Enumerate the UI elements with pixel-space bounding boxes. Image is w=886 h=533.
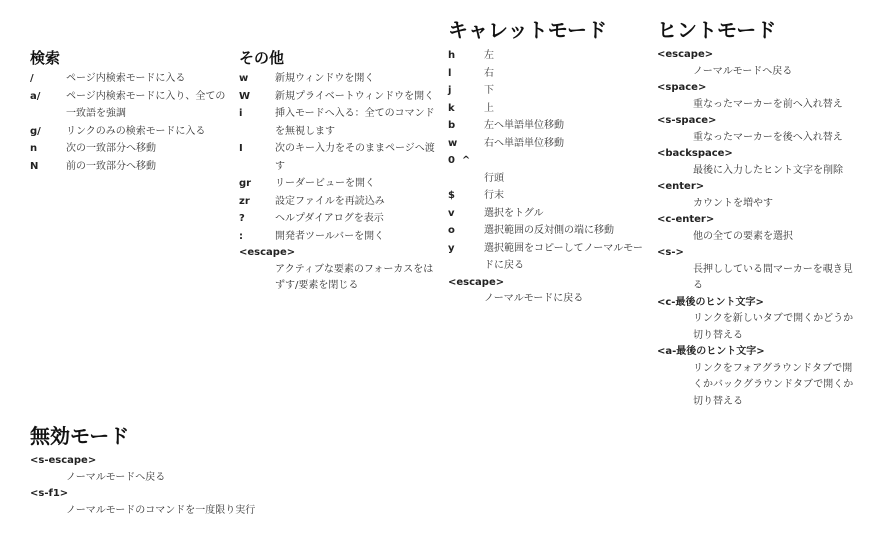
shortcut-desc: ノーマルモードへ戻る [693, 65, 793, 77]
hint-entry [657, 344, 857, 410]
hint-entry [657, 47, 857, 80]
hint-section-title: ヒントモード [657, 18, 777, 42]
shortcut-row [30, 88, 230, 123]
other-section-title: その他 [239, 49, 285, 67]
caret-section-title: キャレットモード [448, 18, 607, 42]
shortcut-row [448, 117, 646, 135]
shortcut-desc: 左へ単語単位移動 [484, 120, 564, 131]
shortcut-row [448, 187, 646, 205]
shortcut-desc: リンクをフォアグラウンドタブで開くかバックグラウンドタブで開くか切り替える [693, 362, 854, 407]
shortcut-row [30, 140, 230, 158]
shortcut-desc: 選択範囲をコピーしてノーマルモードに戻る [484, 242, 643, 271]
shortcut-key: o [448, 225, 455, 236]
shortcut-key: l [448, 67, 452, 79]
hint-entry [657, 179, 857, 212]
shortcut-key: <escape> [657, 49, 714, 60]
shortcut-key: N [30, 160, 39, 172]
shortcut-key: <s-space> [657, 115, 717, 126]
shortcut-key: y [448, 242, 455, 254]
shortcut-desc: 下 [484, 85, 494, 96]
shortcut-row [239, 105, 437, 140]
shortcut-desc: 左 [484, 50, 494, 61]
shortcut-desc: ノーマルモードのコマンドを一度限り実行 [66, 504, 256, 516]
shortcut-row [239, 140, 437, 175]
shortcut-key: I [239, 143, 243, 154]
shortcut-key: W [239, 90, 251, 102]
shortcut-row [448, 152, 646, 170]
shortcut-key: n [30, 143, 38, 154]
shortcut-key: <escape> [239, 247, 296, 258]
shortcut-row [448, 100, 646, 118]
disabled-entry [30, 486, 330, 519]
shortcut-desc: 設定ファイルを再読込み [275, 195, 385, 207]
shortcut-desc: リーダービューを開く [275, 178, 375, 189]
search-section [30, 48, 230, 175]
shortcut-key: 0 ^ [448, 155, 471, 166]
shortcut-desc: ノーマルモードに戻る [484, 293, 584, 304]
shortcut-desc: 前の一致部分へ移動 [66, 160, 156, 172]
shortcut-row [448, 205, 646, 223]
shortcut-key: <c-enter> [657, 214, 715, 225]
shortcut-key: <enter> [657, 181, 705, 192]
shortcut-desc: 選択をトグル [484, 207, 544, 219]
shortcut-row [448, 82, 646, 100]
shortcut-desc: カウントを増やす [693, 197, 773, 209]
shortcut-desc: リンクを新しいタブで開くかどうか切り替える [693, 313, 854, 341]
shortcut-key: <space> [657, 82, 707, 93]
shortcut-key: w [448, 137, 458, 149]
shortcut-row [239, 210, 437, 228]
shortcut-desc: ページ内検索モードに入る [66, 73, 186, 84]
shortcut-row [239, 193, 437, 211]
shortcut-desc: 開発者ツールバーを開く [275, 230, 385, 242]
shortcut-key: $ [448, 190, 455, 201]
shortcut-desc: 新規プライベートウィンドウを開く [275, 90, 435, 102]
shortcut-row [448, 240, 646, 275]
shortcut-desc: 右へ単語単位移動 [484, 137, 564, 149]
shortcut-desc: 選択範囲の反対側の端に移動 [484, 225, 614, 236]
shortcut-desc: ノーマルモードへ戻る [66, 471, 166, 483]
shortcut-row [448, 222, 646, 240]
shortcut-desc: 最後に入力したヒント文字を削除 [693, 164, 843, 176]
shortcut-desc: 長押ししている間マーカーを覗き見る [693, 263, 853, 291]
shortcut-desc: リンクのみの検索モードに入る [66, 125, 206, 137]
shortcut-key: v [448, 207, 455, 219]
shortcut-desc: 行頭 [484, 172, 504, 184]
shortcut-key: / [30, 73, 34, 84]
hint-section [657, 17, 857, 410]
shortcut-key: w [239, 73, 249, 84]
shortcut-key: <s-f1> [30, 488, 69, 499]
other-section [239, 48, 437, 295]
shortcut-key: : [239, 230, 243, 242]
shortcut-desc: 次のキー入力をそのままページへ渡す [275, 143, 435, 172]
shortcut-desc: 重なったマーカーを後へ入れ替え [693, 131, 843, 143]
shortcut-key: <escape> [448, 276, 505, 288]
hint-entry [657, 80, 857, 113]
shortcut-row [448, 65, 646, 83]
shortcut-key: ? [239, 213, 245, 224]
shortcut-row [448, 170, 646, 188]
hint-entry [657, 295, 857, 345]
shortcut-key: <c-最後のヒント文字> [657, 296, 764, 308]
shortcut-key: i [239, 108, 243, 119]
shortcut-desc: ページ内検索モードに入り、全ての一致語を強調 [66, 90, 226, 119]
shortcut-row [30, 123, 230, 141]
shortcut-desc: 上 [484, 102, 494, 114]
hint-entry [657, 245, 857, 295]
shortcut-desc: 行末 [484, 190, 504, 201]
hint-entry [657, 212, 857, 245]
shortcut-row [30, 158, 230, 176]
disabled-entry [30, 453, 330, 486]
shortcut-key: <backspace> [657, 148, 733, 159]
hint-entry [657, 113, 857, 146]
disabled-section-title: 無効モード [30, 424, 130, 448]
shortcut-key: h [448, 50, 456, 61]
shortcut-key: <s-escape> [30, 455, 97, 466]
shortcut-key: b [448, 120, 456, 131]
shortcut-row [448, 47, 646, 65]
shortcut-desc: アクティブな要素のフォーカスをはずす/要素を閉じる [275, 263, 434, 291]
shortcut-desc: 次の一致部分へ移動 [66, 143, 156, 154]
shortcut-desc: 他の全ての要素を選択 [693, 230, 793, 242]
shortcut-desc: 重なったマーカーを前へ入れ替え [693, 98, 843, 110]
shortcut-desc: 新規ウィンドウを開く [275, 73, 375, 84]
caret-section [448, 17, 646, 308]
shortcut-desc [484, 152, 646, 170]
shortcut-key: zr [239, 195, 250, 207]
shortcut-key [448, 170, 484, 188]
disabled-section [30, 423, 330, 519]
shortcut-row [239, 228, 437, 246]
shortcut-key: <a-最後のヒント文字> [657, 346, 765, 357]
shortcut-row [239, 88, 437, 106]
shortcut-row [239, 175, 437, 193]
search-section-title: 検索 [30, 49, 61, 67]
shortcut-key: j [448, 85, 452, 96]
shortcut-row [30, 70, 230, 88]
hint-entry [657, 146, 857, 179]
shortcut-key: <s-> [657, 247, 684, 258]
shortcut-row [448, 135, 646, 153]
shortcut-row [239, 70, 437, 88]
shortcut-key: k [448, 102, 455, 114]
shortcut-key: a/ [30, 90, 41, 102]
shortcut-key: gr [239, 178, 252, 189]
shortcut-desc: 挿入モードへ入る：全てのコマンドを無視します [275, 108, 435, 137]
shortcut-desc: ヘルプダイアログを表示 [275, 213, 384, 224]
shortcut-desc: 右 [484, 67, 494, 79]
shortcut-key: g/ [30, 125, 41, 137]
